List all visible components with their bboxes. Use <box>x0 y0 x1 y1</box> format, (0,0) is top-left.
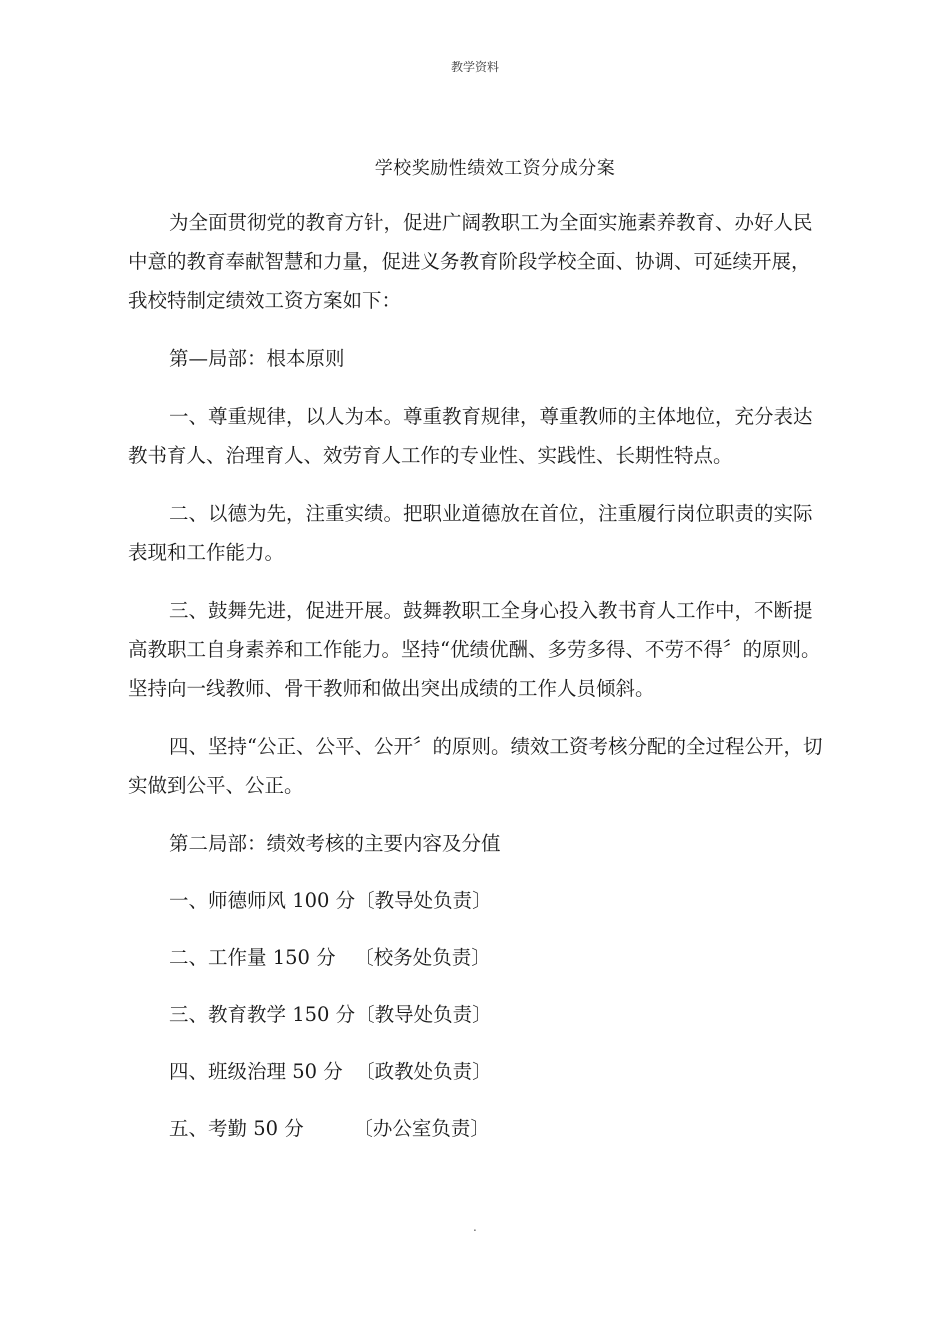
item-label: 二、工作量 150 分 <box>169 946 355 969</box>
footer-mark: . <box>473 1220 477 1234</box>
principle-2: 二、以德为先，注重实绩。把职业道德放在首位，注重履行岗位职责的实际表现和工作能力。 <box>128 502 813 564</box>
list-item <box>128 1109 828 1148</box>
principle-3: 三、鼓舞先进，促进开展。鼓舞教职工全身心投入教书育人工作中，不断提高教职工自身素养和工作能力。坚持“优绩优酬、多劳多得、不劳不得〞的原则。坚持向一线教师、骨干教师和做出突出成绩的工作人员倾斜。 <box>128 599 821 700</box>
principle-1: 一、尊重规律，以人为本。尊重教育规律，尊重教师的主体地位，充分表达教书育人、治理育人、效劳育人工作的专业性、实践性、长期性特点。 <box>128 405 813 467</box>
item-dept: 〔办公室负责〕 <box>353 1117 490 1140</box>
intro-paragraph: 为全面贯彻党的教育方针，促进广阔教职工为全面实施素养教育、办好人民中意的教育奉献智慧和力量，促进义务教育阶段学校全面、协调、可延续开展，我校特制定绩效工资方案如下： <box>128 211 813 312</box>
principle-4: 四、坚持“公正、公平、公开〞的原则。绩效工资考核分配的全过程公开，切实做到公平、公正。 <box>128 735 823 797</box>
item-label: 三、教育教学 150 分 <box>169 1003 356 1026</box>
part2-heading: 第二局部：绩效考核的主要内容及分值 <box>169 832 501 855</box>
item-label: 一、师德师风 100 分 <box>169 889 356 912</box>
page-header: 教学资料 <box>450 60 499 74</box>
list-item <box>128 881 828 920</box>
list-item <box>128 1052 828 1091</box>
list-item <box>128 938 828 977</box>
document-body <box>128 203 828 1148</box>
list-item <box>128 995 828 1034</box>
item-dept: 〔政教处负责〕 <box>355 1060 492 1083</box>
item-dept: 〔教导处负责〕 <box>355 889 492 912</box>
part1-heading: 第—局部：根本原则 <box>169 347 345 370</box>
item-label: 四、班级治理 50 分 <box>169 1060 356 1083</box>
item-dept: 〔教导处负责〕 <box>355 1003 492 1026</box>
document-title: 学校奖励性绩效工资分成分案 <box>374 158 616 179</box>
item-label: 五、考勤 50 分 <box>169 1117 354 1140</box>
item-dept: 〔校务处负责〕 <box>354 946 491 969</box>
